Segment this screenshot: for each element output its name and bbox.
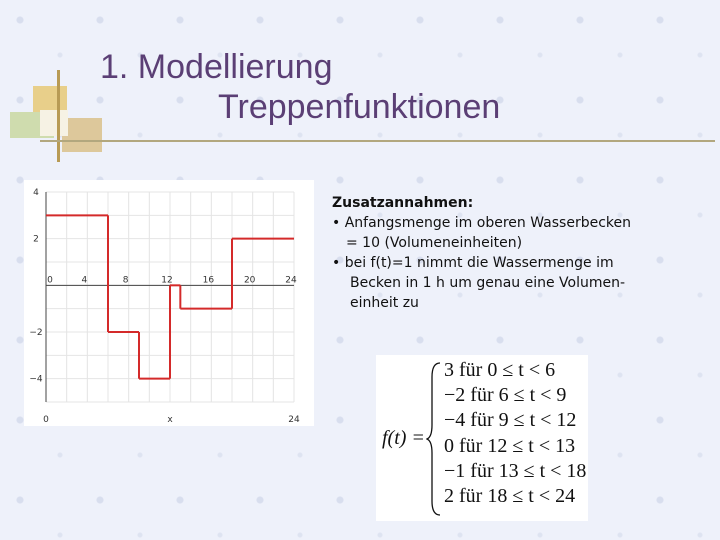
- notes-line: • bei f(t)=1 nimmt die Wassermenge im: [332, 255, 614, 271]
- step-function-chart: [24, 180, 314, 426]
- x-tick-label: 16: [202, 275, 215, 286]
- x-tick-label: 12: [161, 275, 173, 286]
- notes-line: = 10 (Volumeneinheiten): [346, 235, 523, 251]
- title-divider: [40, 140, 715, 142]
- y-tick-label: −4: [29, 374, 43, 385]
- chart-canvas: [24, 180, 314, 426]
- y-tick-label: −2: [29, 328, 43, 338]
- formula-case: −1 für 13 ≤ t < 18: [444, 460, 587, 482]
- notes-heading: Zusatzannahmen:: [332, 195, 474, 211]
- notes-line: Becken in 1 h um genau eine Volumen-: [350, 275, 626, 291]
- formula-case: 2 für 18 ≤ t < 24: [444, 485, 576, 507]
- notes-line: einheit zu: [350, 295, 419, 311]
- deco-vertical-line: [57, 70, 60, 162]
- formula-case: −2 für 6 ≤ t < 9: [444, 384, 567, 406]
- x-tick-label: 8: [122, 275, 129, 286]
- slide-title: 1. Modellierung: [100, 48, 333, 86]
- y-tick-label: 4: [33, 188, 39, 198]
- formula-case: 3 für 0 ≤ t < 6: [444, 359, 556, 381]
- deco-square-tan: [62, 118, 102, 152]
- x-tick-label: 20: [243, 275, 256, 286]
- y-tick-label: 2: [33, 234, 39, 245]
- formula-case: 0 für 12 ≤ t < 13: [444, 435, 576, 457]
- x-tick-label: 24: [285, 275, 297, 286]
- formula-lhs: f(t) =: [382, 427, 425, 449]
- notes-line: • Anfangsmenge im oberen Wasserbecken: [332, 215, 631, 231]
- bottom-label: 24: [288, 415, 300, 425]
- notes-panel: [332, 193, 717, 313]
- x-axis-label: x: [167, 415, 173, 425]
- x-tick-label: 0: [47, 275, 53, 286]
- x-tick-label: 4: [81, 275, 88, 286]
- piecewise-formula: [376, 355, 588, 521]
- deco-square-white: [40, 110, 68, 136]
- left-brace: [426, 361, 442, 517]
- slide-subtitle: Treppenfunktionen: [218, 88, 501, 126]
- bottom-label: 0: [43, 415, 49, 425]
- formula-case: −4 für 9 ≤ t < 12: [444, 409, 577, 431]
